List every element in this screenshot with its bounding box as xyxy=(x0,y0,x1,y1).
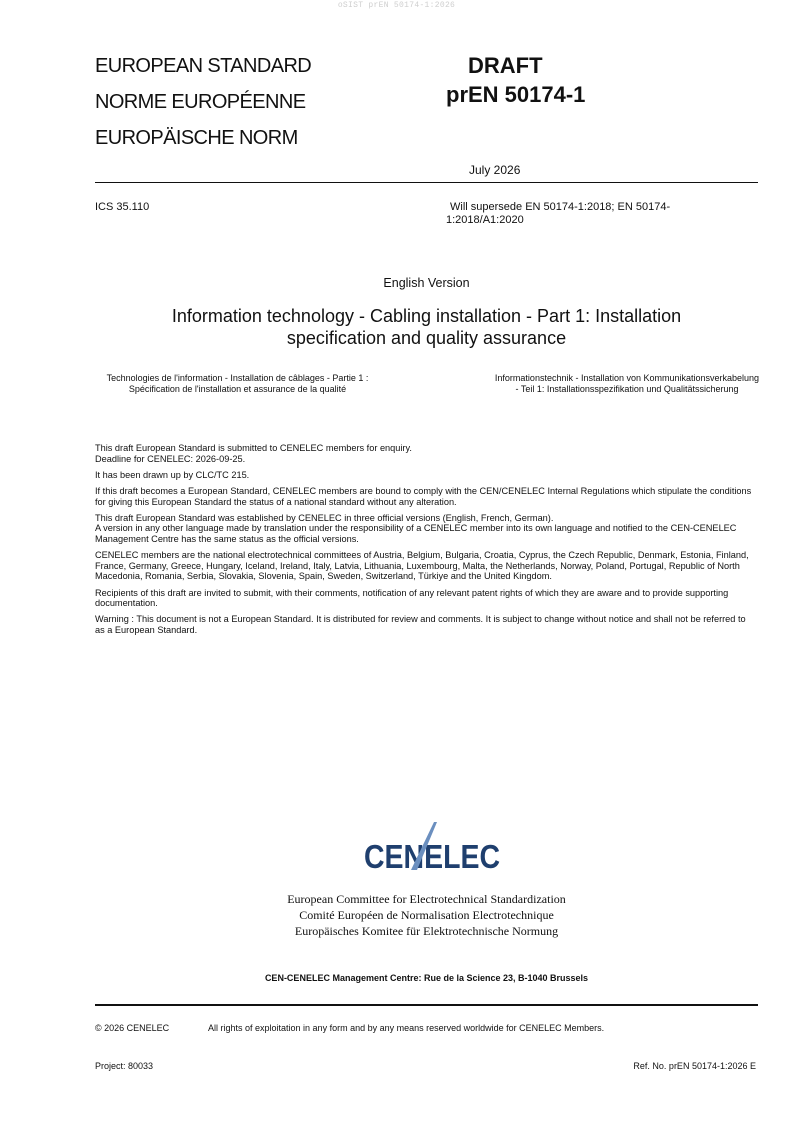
committee-note: It has been drawn up by CLC/TC 215. xyxy=(95,469,250,480)
watermark: oSIST prEN 50174-1:2026 xyxy=(337,1,456,10)
cenelec-logo-text: CENELEC xyxy=(364,838,500,872)
standard-name-en: EUROPEAN STANDARD xyxy=(95,55,312,77)
reference-number: Ref. No. prEN 50174-1:2026 E xyxy=(633,1061,756,1071)
foreword-notes xyxy=(95,443,755,641)
supersedes-note: Will supersede EN 50174-1:2018; EN 50174-1:2018/A1:2020 xyxy=(446,201,671,226)
header-divider xyxy=(95,182,758,183)
version-label: English Version xyxy=(383,276,470,290)
regulations-note: If this draft becomes a European Standard, CENELEC members are bound to comply with the CEN/CENELEC Internal Regulations which stipulate the conditions for giving this European Standard the status of a national standard without any alteration. xyxy=(95,485,752,507)
german-title: Informationstechnik - Installation von Kommunikationsverkabelung - Teil 1: Installationsspezifikation und Qualitätssicherung xyxy=(494,373,760,394)
footer-divider xyxy=(95,1004,758,1006)
members-note: CENELEC members are the national electrotechnical committees of Austria, Belgium, Bulgaria, Croatia, Cyprus, the Czech Republic, Denmark, Estonia, Finland, France, Germany, Greece, Hungary, Iceland, Ireland, Italy, Latvia, Lithuania, Luxembourg, Malta, the Netherlands, Norway, Poland, Portugal, Republic of North Macedonia, Romania, Serbia, Slovakia, Slovenia, Spain, Sweden, Switzerland, Türkiye and the United Kingdom. xyxy=(95,550,749,582)
french-title: Technologies de l'information - Installation de câblages - Partie 1 : Spécification de l'installation et assurance de la qualité xyxy=(106,373,369,394)
standard-name-de: EUROPÄISCHE NORM xyxy=(95,127,298,149)
versions-note: This draft European Standard was established by CENELEC in three official versions (English, French, German). A version in any other language made by translation under the responsibility of a CENELEC member into its own language and notified to the CEN-CENELEC Management Centre has the same status as the official versions. xyxy=(95,512,737,544)
enquiry-note: This draft European Standard is submitted to CENELEC members for enquiry. Deadline for CENELEC: 2026-09-25. xyxy=(95,443,412,464)
committee-names xyxy=(0,891,793,939)
management-centre-address: CEN-CENELEC Management Centre: Rue de la Science 23, B-1040 Brussels xyxy=(264,973,589,983)
draft-number: prEN 50174-1 xyxy=(446,82,586,107)
committee-name-en: European Committee for Electrotechnical Standardization xyxy=(287,892,566,906)
warning-note: Warning : This document is not a European Standard. It is distributed for review and comments. It is subject to change without notice and shall not be referred to as a European Standard. xyxy=(95,614,746,635)
committee-name-de: Europäisches Komitee für Elektrotechnische Normung xyxy=(294,924,559,938)
patent-note: Recipients of this draft are invited to submit, with their comments, notification of any relevant patent rights of which they are aware and to provide supporting documentation. xyxy=(95,587,729,609)
ics-code: ICS 35.110 xyxy=(95,201,150,213)
publication-date: July 2026 xyxy=(469,163,521,177)
cenelec-logo xyxy=(357,822,507,872)
copyright: © 2026 CENELEC xyxy=(95,1023,170,1033)
standard-name-fr: NORME EUROPÉENNE xyxy=(95,91,306,113)
committee-name-fr: Comité Européen de Normalisation Electrotechnique xyxy=(299,908,554,922)
project-number: Project: 80033 xyxy=(95,1061,154,1071)
rights-statement: All rights of exploitation in any form and by any means reserved worldwide for CENELEC Members. xyxy=(208,1023,605,1033)
draft-label: DRAFT xyxy=(468,53,543,78)
document-title: Information technology - Cabling installation - Part 1: Installation specification and quality assurance xyxy=(171,306,682,348)
